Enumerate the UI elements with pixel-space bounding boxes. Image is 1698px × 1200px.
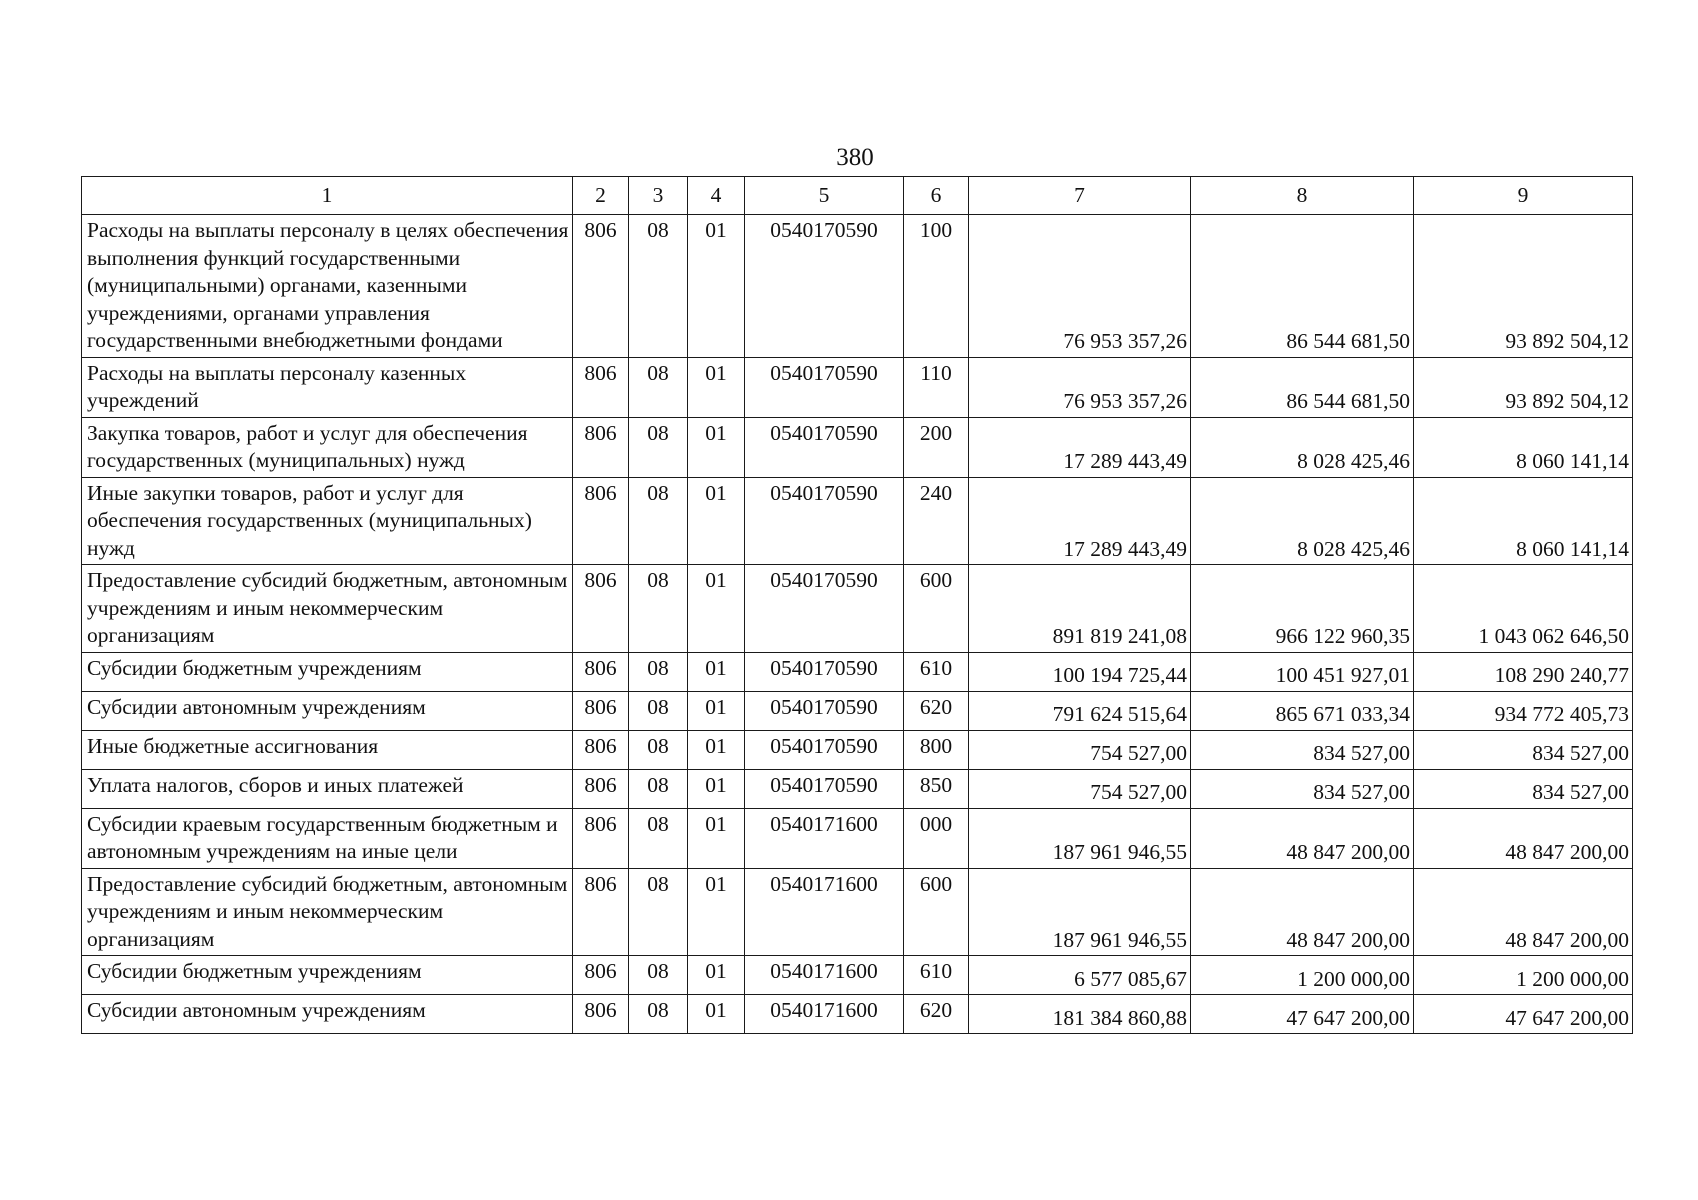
amount-col8-cell: 47 647 200,00 bbox=[1191, 995, 1414, 1034]
table-row bbox=[82, 477, 1633, 565]
expense-type-cell: 850 bbox=[904, 769, 969, 808]
expense-name-cell: Предоставление субсидий бюджетным, автономным учреждениям и иным некоммерческим организациям bbox=[82, 868, 573, 956]
amount-col9-cell: 834 527,00 bbox=[1414, 769, 1633, 808]
expense-type-cell: 600 bbox=[904, 565, 969, 653]
target-article-cell: 0540170590 bbox=[745, 691, 904, 730]
amount-col7-cell: 76 953 357,26 bbox=[969, 357, 1191, 417]
section-code-cell: 08 bbox=[629, 652, 688, 691]
target-article-cell: 0540170590 bbox=[745, 417, 904, 477]
department-code-cell: 806 bbox=[573, 215, 629, 358]
target-article-cell: 0540170590 bbox=[745, 357, 904, 417]
expense-type-cell: 100 bbox=[904, 215, 969, 358]
department-code-cell: 806 bbox=[573, 769, 629, 808]
table-row bbox=[82, 730, 1633, 769]
amount-col9-cell: 48 847 200,00 bbox=[1414, 808, 1633, 868]
amount-col8-cell: 48 847 200,00 bbox=[1191, 808, 1414, 868]
section-code-cell: 08 bbox=[629, 956, 688, 995]
expense-name-cell: Расходы на выплаты персоналу в целях обеспечения выполнения функций государственными (муниципальными) органами, казенными учреждениями, органами управления государственными внебюджетными фондами bbox=[82, 215, 573, 358]
amount-col7-cell: 187 961 946,55 bbox=[969, 808, 1191, 868]
subsection-code-cell: 01 bbox=[688, 357, 745, 417]
page-number: 380 bbox=[836, 144, 874, 171]
target-article-cell: 0540170590 bbox=[745, 477, 904, 565]
expense-type-cell: 610 bbox=[904, 956, 969, 995]
section-code-cell: 08 bbox=[629, 215, 688, 358]
expense-name-cell: Субсидии автономным учреждениям bbox=[82, 691, 573, 730]
amount-col7-cell: 791 624 515,64 bbox=[969, 691, 1191, 730]
column-header: 8 bbox=[1191, 177, 1414, 215]
table-row bbox=[82, 956, 1633, 995]
subsection-code-cell: 01 bbox=[688, 956, 745, 995]
target-article-cell: 0540170590 bbox=[745, 565, 904, 653]
section-code-cell: 08 bbox=[629, 995, 688, 1034]
expense-type-cell: 600 bbox=[904, 868, 969, 956]
amount-col7-cell: 76 953 357,26 bbox=[969, 215, 1191, 358]
department-code-cell: 806 bbox=[573, 808, 629, 868]
amount-col9-cell: 93 892 504,12 bbox=[1414, 357, 1633, 417]
amount-col7-cell: 100 194 725,44 bbox=[969, 652, 1191, 691]
table-row bbox=[82, 565, 1633, 653]
subsection-code-cell: 01 bbox=[688, 995, 745, 1034]
column-header: 9 bbox=[1414, 177, 1633, 215]
column-header: 4 bbox=[688, 177, 745, 215]
table-row bbox=[82, 691, 1633, 730]
amount-col9-cell: 934 772 405,73 bbox=[1414, 691, 1633, 730]
subsection-code-cell: 01 bbox=[688, 477, 745, 565]
amount-col8-cell: 100 451 927,01 bbox=[1191, 652, 1414, 691]
subsection-code-cell: 01 bbox=[688, 652, 745, 691]
section-code-cell: 08 bbox=[629, 357, 688, 417]
expense-name-cell: Субсидии краевым государственным бюджетным и автономным учреждениям на иные цели bbox=[82, 808, 573, 868]
column-header: 3 bbox=[629, 177, 688, 215]
amount-col9-cell: 834 527,00 bbox=[1414, 730, 1633, 769]
expense-name-cell: Расходы на выплаты персоналу казенных учреждений bbox=[82, 357, 573, 417]
department-code-cell: 806 bbox=[573, 956, 629, 995]
budget-table bbox=[81, 176, 1633, 1034]
amount-col7-cell: 17 289 443,49 bbox=[969, 477, 1191, 565]
amount-col7-cell: 754 527,00 bbox=[969, 769, 1191, 808]
expense-name-cell: Уплата налогов, сборов и иных платежей bbox=[82, 769, 573, 808]
section-code-cell: 08 bbox=[629, 868, 688, 956]
expense-type-cell: 610 bbox=[904, 652, 969, 691]
amount-col7-cell: 181 384 860,88 bbox=[969, 995, 1191, 1034]
amount-col9-cell: 93 892 504,12 bbox=[1414, 215, 1633, 358]
department-code-cell: 806 bbox=[573, 565, 629, 653]
expense-name-cell: Иные бюджетные ассигнования bbox=[82, 730, 573, 769]
amount-col8-cell: 86 544 681,50 bbox=[1191, 357, 1414, 417]
expense-type-cell: 620 bbox=[904, 995, 969, 1034]
amount-col9-cell: 47 647 200,00 bbox=[1414, 995, 1633, 1034]
department-code-cell: 806 bbox=[573, 357, 629, 417]
amount-col8-cell: 8 028 425,46 bbox=[1191, 477, 1414, 565]
amount-col9-cell: 108 290 240,77 bbox=[1414, 652, 1633, 691]
table-row bbox=[82, 808, 1633, 868]
column-header: 1 bbox=[82, 177, 573, 215]
column-header: 7 bbox=[969, 177, 1191, 215]
table-row bbox=[82, 417, 1633, 477]
table-row bbox=[82, 995, 1633, 1034]
amount-col8-cell: 966 122 960,35 bbox=[1191, 565, 1414, 653]
department-code-cell: 806 bbox=[573, 730, 629, 769]
section-code-cell: 08 bbox=[629, 808, 688, 868]
amount-col9-cell: 8 060 141,14 bbox=[1414, 477, 1633, 565]
target-article-cell: 0540171600 bbox=[745, 808, 904, 868]
expense-type-cell: 200 bbox=[904, 417, 969, 477]
expense-type-cell: 800 bbox=[904, 730, 969, 769]
subsection-code-cell: 01 bbox=[688, 215, 745, 358]
amount-col7-cell: 6 577 085,67 bbox=[969, 956, 1191, 995]
expense-type-cell: 110 bbox=[904, 357, 969, 417]
subsection-code-cell: 01 bbox=[688, 417, 745, 477]
amount-col8-cell: 48 847 200,00 bbox=[1191, 868, 1414, 956]
target-article-cell: 0540170590 bbox=[745, 730, 904, 769]
subsection-code-cell: 01 bbox=[688, 868, 745, 956]
column-header: 2 bbox=[573, 177, 629, 215]
section-code-cell: 08 bbox=[629, 477, 688, 565]
table-row bbox=[82, 868, 1633, 956]
target-article-cell: 0540171600 bbox=[745, 956, 904, 995]
amount-col7-cell: 187 961 946,55 bbox=[969, 868, 1191, 956]
expense-name-cell: Закупка товаров, работ и услуг для обеспечения государственных (муниципальных) нужд bbox=[82, 417, 573, 477]
target-article-cell: 0540170590 bbox=[745, 652, 904, 691]
table-row bbox=[82, 215, 1633, 358]
expense-type-cell: 620 bbox=[904, 691, 969, 730]
table-row bbox=[82, 357, 1633, 417]
subsection-code-cell: 01 bbox=[688, 730, 745, 769]
table-body bbox=[82, 215, 1633, 1034]
subsection-code-cell: 01 bbox=[688, 808, 745, 868]
amount-col9-cell: 1 043 062 646,50 bbox=[1414, 565, 1633, 653]
expense-name-cell: Субсидии автономным учреждениям bbox=[82, 995, 573, 1034]
section-code-cell: 08 bbox=[629, 769, 688, 808]
expense-name-cell: Иные закупки товаров, работ и услуг для обеспечения государственных (муниципальных) нужд bbox=[82, 477, 573, 565]
target-article-cell: 0540170590 bbox=[745, 769, 904, 808]
amount-col8-cell: 8 028 425,46 bbox=[1191, 417, 1414, 477]
header-row bbox=[82, 177, 1633, 215]
section-code-cell: 08 bbox=[629, 691, 688, 730]
department-code-cell: 806 bbox=[573, 477, 629, 565]
subsection-code-cell: 01 bbox=[688, 769, 745, 808]
department-code-cell: 806 bbox=[573, 868, 629, 956]
target-article-cell: 0540171600 bbox=[745, 868, 904, 956]
department-code-cell: 806 bbox=[573, 691, 629, 730]
target-article-cell: 0540170590 bbox=[745, 215, 904, 358]
amount-col8-cell: 834 527,00 bbox=[1191, 730, 1414, 769]
expense-type-cell: 240 bbox=[904, 477, 969, 565]
amount-col9-cell: 1 200 000,00 bbox=[1414, 956, 1633, 995]
section-code-cell: 08 bbox=[629, 417, 688, 477]
table-row bbox=[82, 652, 1633, 691]
amount-col7-cell: 17 289 443,49 bbox=[969, 417, 1191, 477]
column-header: 5 bbox=[745, 177, 904, 215]
expense-name-cell: Субсидии бюджетным учреждениям bbox=[82, 652, 573, 691]
amount-col8-cell: 834 527,00 bbox=[1191, 769, 1414, 808]
amount-col9-cell: 8 060 141,14 bbox=[1414, 417, 1633, 477]
subsection-code-cell: 01 bbox=[688, 565, 745, 653]
table-row bbox=[82, 769, 1633, 808]
expense-name-cell: Предоставление субсидий бюджетным, автономным учреждениям и иным некоммерческим организациям bbox=[82, 565, 573, 653]
amount-col8-cell: 86 544 681,50 bbox=[1191, 215, 1414, 358]
expense-type-cell: 000 bbox=[904, 808, 969, 868]
expense-name-cell: Субсидии бюджетным учреждениям bbox=[82, 956, 573, 995]
department-code-cell: 806 bbox=[573, 995, 629, 1034]
column-header: 6 bbox=[904, 177, 969, 215]
amount-col8-cell: 1 200 000,00 bbox=[1191, 956, 1414, 995]
section-code-cell: 08 bbox=[629, 565, 688, 653]
amount-col9-cell: 48 847 200,00 bbox=[1414, 868, 1633, 956]
subsection-code-cell: 01 bbox=[688, 691, 745, 730]
amount-col7-cell: 754 527,00 bbox=[969, 730, 1191, 769]
department-code-cell: 806 bbox=[573, 652, 629, 691]
department-code-cell: 806 bbox=[573, 417, 629, 477]
target-article-cell: 0540171600 bbox=[745, 995, 904, 1034]
amount-col8-cell: 865 671 033,34 bbox=[1191, 691, 1414, 730]
amount-col7-cell: 891 819 241,08 bbox=[969, 565, 1191, 653]
section-code-cell: 08 bbox=[629, 730, 688, 769]
